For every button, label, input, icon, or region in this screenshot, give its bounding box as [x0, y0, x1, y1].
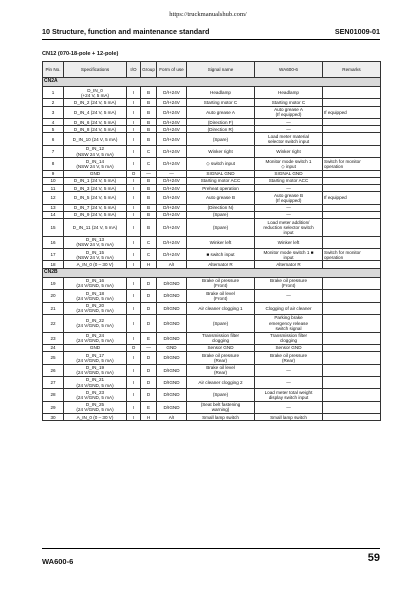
signal-name: Winker left — [187, 236, 255, 248]
pin-number: 17 — [43, 249, 64, 261]
remarks — [323, 236, 381, 248]
signal-name: Auto grease B — [187, 192, 255, 204]
specification: D_IN_20 (24 V/GND, 5 mA) — [64, 302, 127, 314]
io: I — [127, 414, 141, 421]
form-of-use: D/IGND — [157, 376, 187, 388]
table-row — [43, 145, 381, 157]
pin-number: 9 — [43, 170, 64, 177]
specification: D_IN_9 (24 V, 5 mA) — [64, 211, 127, 218]
group: B — [141, 119, 157, 126]
form-of-use: D/I+24V — [157, 236, 187, 248]
io: I — [127, 119, 141, 126]
table-row — [43, 290, 381, 302]
table-row — [43, 211, 381, 218]
form-of-use: D/IGND — [157, 401, 187, 413]
remarks — [323, 314, 381, 332]
wa600-signal: — — [255, 204, 323, 211]
remarks — [323, 211, 381, 218]
table-row — [43, 126, 381, 133]
group: B — [141, 87, 157, 99]
table-row — [43, 364, 381, 376]
io: I — [127, 376, 141, 388]
specification: D_IN_5 (24 V, 5 mA) — [64, 192, 127, 204]
table-row — [43, 414, 381, 421]
pin-table — [42, 61, 381, 421]
signal-name: (Spare) — [187, 211, 255, 218]
pin-number: 30 — [43, 414, 64, 421]
signal-name: ◇ switch input — [187, 158, 255, 170]
pin-number: 26 — [43, 364, 64, 376]
specification: D_IN_3 (24 V, 5 mA) — [64, 185, 127, 192]
wa600-signal: Transmission filter clogging — [255, 332, 323, 344]
form-of-use: D/IGND — [157, 277, 187, 289]
form-of-use: D/I+24V — [157, 185, 187, 192]
signal-name: (Spare) — [187, 389, 255, 401]
remarks — [323, 344, 381, 351]
io: I — [127, 219, 141, 237]
specification: D_IN_25 (24 V/GND, 5 mA) — [64, 401, 127, 413]
form-of-use: — — [157, 170, 187, 177]
group: D — [141, 352, 157, 364]
pin-number: 10 — [43, 177, 64, 184]
remarks — [323, 87, 381, 99]
io: I — [127, 236, 141, 248]
io: I — [127, 332, 141, 344]
wa600-signal: Winker right — [255, 145, 323, 157]
wa600-signal: Alternator R — [255, 261, 323, 268]
signal-name: (Spare) — [187, 314, 255, 332]
table-row — [43, 401, 381, 413]
wa600-signal: Starting motor C — [255, 99, 323, 106]
remarks — [323, 302, 381, 314]
wa600-signal: Starting motor ACC — [255, 177, 323, 184]
form-of-use: D/IGND — [157, 290, 187, 302]
io: I — [127, 249, 141, 261]
remarks — [323, 126, 381, 133]
group: C — [141, 158, 157, 170]
group: C — [141, 145, 157, 157]
section-label: CN2B — [43, 268, 381, 277]
remarks — [323, 204, 381, 211]
signal-name: Starting motor ACC — [187, 177, 255, 184]
io: I — [127, 87, 141, 99]
wa600-signal: Brake oil pressure (Rear) — [255, 352, 323, 364]
specification: D_IN_24 (24 V/GND, 5 mA) — [64, 332, 127, 344]
page-number: 59 — [367, 552, 380, 564]
footer-divider — [42, 548, 380, 549]
wa600-signal: — — [255, 364, 323, 376]
table-row — [43, 185, 381, 192]
form-of-use: D/IGND — [157, 314, 187, 332]
pin-number: 21 — [43, 302, 64, 314]
pin-number: 27 — [43, 376, 64, 388]
specification: A_IN_0 (0 – 30 V) — [64, 261, 127, 268]
wa600-signal: SIGNAL GND — [255, 170, 323, 177]
form-of-use: D/IGND — [157, 302, 187, 314]
specification: D_IN_17 (24 V/GND, 5 mA) — [64, 352, 127, 364]
group: C — [141, 249, 157, 261]
signal-name: Brake oil level (Rear) — [187, 364, 255, 376]
wa600-signal: — — [255, 126, 323, 133]
signal-name: Alternator R — [187, 261, 255, 268]
wa600-signal: — — [255, 376, 323, 388]
io: I — [127, 192, 141, 204]
group: B — [141, 177, 157, 184]
io: I — [127, 177, 141, 184]
signal-name: Starting motor C — [187, 99, 255, 106]
specification: D_IN_12 (NSW 24 V, 5 mA) — [64, 145, 127, 157]
section-row — [43, 78, 381, 87]
wa600-signal: Small lamp switch — [255, 414, 323, 421]
remarks — [323, 352, 381, 364]
table-row — [43, 133, 381, 145]
table-row — [43, 314, 381, 332]
column-header: Signal name — [187, 62, 255, 78]
wa600-signal: Auto grease A (If equipped) — [255, 106, 323, 118]
specification: GND — [64, 344, 127, 351]
document-id: SEN01009-01 — [334, 27, 380, 36]
remarks: Switch for monitor operation — [323, 249, 381, 261]
specification: D_IN_23 (24 V/GND, 5 mA) — [64, 389, 127, 401]
column-header: Pin No. — [43, 62, 64, 78]
table-row — [43, 158, 381, 170]
specification: D_IN_13 (NSW 24 V, 5 mA) — [64, 236, 127, 248]
remarks — [323, 133, 381, 145]
specification: D_IN_19 (24 V/GND, 5 mA) — [64, 364, 127, 376]
io: I — [127, 158, 141, 170]
wa600-signal: Load meter total weight display switch input — [255, 389, 323, 401]
group: B — [141, 133, 157, 145]
signal-name: (Spare) — [187, 219, 255, 237]
wa600-signal: Load meter addition/ reduction selector switch input — [255, 219, 323, 237]
table-row — [43, 261, 381, 268]
signal-name: Brake oil pressure (Rear) — [187, 352, 255, 364]
form-of-use: D/I+24V — [157, 219, 187, 237]
io: I — [127, 389, 141, 401]
column-header: Group — [141, 62, 157, 78]
group: B — [141, 99, 157, 106]
remarks — [323, 119, 381, 126]
signal-name: ■ switch input — [187, 249, 255, 261]
remarks — [323, 332, 381, 344]
table-row — [43, 170, 381, 177]
specification: D_IN_16 (24 V/GND, 5 mA) — [64, 277, 127, 289]
form-of-use: D/I+24V — [157, 158, 187, 170]
io: I — [127, 211, 141, 218]
signal-name: Brake oil pressure (Front) — [187, 277, 255, 289]
signal-name: SIGNAL GND — [187, 170, 255, 177]
signal-name: (Seat belt fastening warning) — [187, 401, 255, 413]
pin-number: 8 — [43, 158, 64, 170]
form-of-use: D/I+24V — [157, 177, 187, 184]
group: D — [141, 364, 157, 376]
remarks — [323, 170, 381, 177]
wa600-signal: — — [255, 185, 323, 192]
signal-name: Transmission filter clogging — [187, 332, 255, 344]
specification: D_IN_7 (24 V, 5 mA) — [64, 204, 127, 211]
table-row — [43, 192, 381, 204]
io: I — [127, 99, 141, 106]
group: D — [141, 277, 157, 289]
io: I — [127, 185, 141, 192]
io: O — [127, 344, 141, 351]
io: I — [127, 204, 141, 211]
io: I — [127, 145, 141, 157]
specification: D_IN_11 (24 V, 5 mA) — [64, 219, 127, 237]
section-label: CN2A — [43, 78, 381, 87]
pin-number: 14 — [43, 211, 64, 218]
group: D — [141, 376, 157, 388]
specification: D_IN_14 (NSW 24 V, 5 mA) — [64, 158, 127, 170]
pin-number: 2 — [43, 99, 64, 106]
pin-number: 6 — [43, 133, 64, 145]
pin-number: 25 — [43, 352, 64, 364]
specification: GND — [64, 170, 127, 177]
wa600-signal: Parking brake emergency release switch signal — [255, 314, 323, 332]
form-of-use: D/IGND — [157, 389, 187, 401]
form-of-use: D/I+24V — [157, 211, 187, 218]
signal-name: Brake oil level (Front) — [187, 290, 255, 302]
io: I — [127, 261, 141, 268]
group: B — [141, 126, 157, 133]
form-of-use: GND — [157, 344, 187, 351]
table-row — [43, 277, 381, 289]
remarks — [323, 185, 381, 192]
group: B — [141, 211, 157, 218]
table-header-row — [43, 62, 381, 78]
table-row — [43, 389, 381, 401]
group: B — [141, 106, 157, 118]
io: I — [127, 401, 141, 413]
remarks — [323, 261, 381, 268]
io: I — [127, 126, 141, 133]
model-name: WA600-6 — [42, 557, 74, 566]
pin-number: 24 — [43, 344, 64, 351]
pin-number: 3 — [43, 106, 64, 118]
table-row — [43, 99, 381, 106]
pin-number: 11 — [43, 185, 64, 192]
form-of-use: D/IGND — [157, 352, 187, 364]
wa600-signal: Winker left — [255, 236, 323, 248]
table-title: CN12 (070-18-pole + 12-pole) — [42, 51, 119, 57]
table-row — [43, 249, 381, 261]
form-of-use: D/I+24V — [157, 204, 187, 211]
signal-name: Sensor GND — [187, 344, 255, 351]
remarks — [323, 99, 381, 106]
remarks — [323, 376, 381, 388]
group: D — [141, 389, 157, 401]
group: D — [141, 302, 157, 314]
io: I — [127, 302, 141, 314]
io: I — [127, 352, 141, 364]
pin-number: 20 — [43, 290, 64, 302]
section-title: 10 Structure, function and maintenance standard — [42, 27, 210, 36]
signal-name: Small lamp switch — [187, 414, 255, 421]
form-of-use: D/I+24V — [157, 192, 187, 204]
remarks: Switch for monitor operation — [323, 158, 381, 170]
form-of-use: D/I+24V — [157, 99, 187, 106]
table-row — [43, 119, 381, 126]
pin-number: 4 — [43, 119, 64, 126]
section-row — [43, 268, 381, 277]
io: I — [127, 277, 141, 289]
signal-name: Air cleaner clogging 2 — [187, 376, 255, 388]
form-of-use: D/I+24V — [157, 119, 187, 126]
table-row — [43, 352, 381, 364]
table-body — [43, 78, 381, 421]
group: B — [141, 219, 157, 237]
form-of-use: D/IGND — [157, 364, 187, 376]
remarks — [323, 219, 381, 237]
specification: D_IN_18 (24 V/GND, 5 mA) — [64, 290, 127, 302]
table-row — [43, 219, 381, 237]
pin-number: 1 — [43, 87, 64, 99]
pin-number: 18 — [43, 261, 64, 268]
column-header: WA600-6 — [255, 62, 323, 78]
pin-number: 19 — [43, 277, 64, 289]
io: I — [127, 290, 141, 302]
table-row — [43, 177, 381, 184]
table-row — [43, 236, 381, 248]
signal-name: Winker right — [187, 145, 255, 157]
io: I — [127, 133, 141, 145]
group: — — [141, 170, 157, 177]
table-row — [43, 376, 381, 388]
group: H — [141, 414, 157, 421]
form-of-use: D/I+24V — [157, 126, 187, 133]
remarks — [323, 414, 381, 421]
io: I — [127, 106, 141, 118]
pin-number: 5 — [43, 126, 64, 133]
pin-number: 22 — [43, 314, 64, 332]
remarks — [323, 290, 381, 302]
pin-number: 29 — [43, 401, 64, 413]
form-of-use: D/I+24V — [157, 145, 187, 157]
signal-name: (Direction N) — [187, 204, 255, 211]
specification: D_IN_4 (24 V, 5 mA) — [64, 106, 127, 118]
signal-name: Air cleaner clogging 1 — [187, 302, 255, 314]
pin-number: 28 — [43, 389, 64, 401]
remarks — [323, 277, 381, 289]
io: O — [127, 170, 141, 177]
remarks — [323, 389, 381, 401]
form-of-use: A/I — [157, 261, 187, 268]
wa600-signal: — — [255, 401, 323, 413]
specification: D_IN_10 (24 V, 5 mA) — [64, 133, 127, 145]
remarks: If equipped — [323, 106, 381, 118]
io: I — [127, 364, 141, 376]
wa600-signal: Headlamp — [255, 87, 323, 99]
form-of-use: D/IGND — [157, 332, 187, 344]
column-header: I/O — [127, 62, 141, 78]
remarks: If equipped — [323, 192, 381, 204]
wa600-signal: — — [255, 211, 323, 218]
wa600-signal: — — [255, 119, 323, 126]
wa600-signal: Load meter material selector switch input — [255, 133, 323, 145]
remarks — [323, 401, 381, 413]
wa600-signal: Auto grease B (If equipped) — [255, 192, 323, 204]
group: C — [141, 236, 157, 248]
table-row — [43, 106, 381, 118]
table-row — [43, 204, 381, 211]
form-of-use: D/I+24V — [157, 249, 187, 261]
group: D — [141, 314, 157, 332]
form-of-use: D/I+24V — [157, 106, 187, 118]
group: B — [141, 192, 157, 204]
specification: A_IN_0 (0 – 30 V) — [64, 414, 127, 421]
specification: D_IN_15 (NSW 24 V, 5 mA) — [64, 249, 127, 261]
pin-number: 7 — [43, 145, 64, 157]
signal-name: (Direction R) — [187, 126, 255, 133]
specification: D_IN_8 (24 V, 5 mA) — [64, 126, 127, 133]
specification: D_IN_2 (24 V, 5 mA) — [64, 99, 127, 106]
group: D — [141, 290, 157, 302]
table-row — [43, 302, 381, 314]
form-of-use: D/I+24V — [157, 87, 187, 99]
table-row — [43, 87, 381, 99]
specification: D_IN_1 (24 V, 5 mA) — [64, 177, 127, 184]
form-of-use: A/I — [157, 414, 187, 421]
source-url[interactable]: https://truckmanualshub.com/ — [169, 11, 247, 18]
group: B — [141, 185, 157, 192]
signal-name: Headlamp — [187, 87, 255, 99]
table-row — [43, 344, 381, 351]
wa600-signal: — — [255, 290, 323, 302]
pin-number: 13 — [43, 204, 64, 211]
column-header: Form of use — [157, 62, 187, 78]
wa600-signal: Monitor mode switch 1 ◇ input — [255, 158, 323, 170]
pin-number: 23 — [43, 332, 64, 344]
group: E — [141, 332, 157, 344]
column-header: Remarks — [323, 62, 381, 78]
specification: D_IN_21 (24 V/GND, 5 mA) — [64, 376, 127, 388]
pin-number: 12 — [43, 192, 64, 204]
remarks — [323, 177, 381, 184]
page-header — [42, 27, 380, 39]
header-divider — [42, 39, 380, 40]
signal-name: (Spare) — [187, 133, 255, 145]
wa600-signal: Clogging of air cleaner — [255, 302, 323, 314]
column-header: Specifications — [64, 62, 127, 78]
table-row — [43, 332, 381, 344]
signal-name: Auto grease A — [187, 106, 255, 118]
wa600-signal: Sensor GND — [255, 344, 323, 351]
specification: D_IN_6 (24 V, 5 mA) — [64, 119, 127, 126]
remarks — [323, 364, 381, 376]
signal-name: Preheat operation — [187, 185, 255, 192]
form-of-use: D/I+24V — [157, 133, 187, 145]
group: E — [141, 401, 157, 413]
group: B — [141, 204, 157, 211]
pin-table-container — [42, 61, 380, 421]
specification: D_IN_0 (+24 V, 5 mA) — [64, 87, 127, 99]
specification: D_IN_22 (24 V/GND, 5 mA) — [64, 314, 127, 332]
io: I — [127, 314, 141, 332]
remarks — [323, 145, 381, 157]
group: — — [141, 344, 157, 351]
signal-name: (Direction F) — [187, 119, 255, 126]
group: H — [141, 261, 157, 268]
pin-number: 15 — [43, 219, 64, 237]
wa600-signal: Monitor mode switch 1 ■ input — [255, 249, 323, 261]
pin-number: 16 — [43, 236, 64, 248]
wa600-signal: Brake oil pressure (Front) — [255, 277, 323, 289]
